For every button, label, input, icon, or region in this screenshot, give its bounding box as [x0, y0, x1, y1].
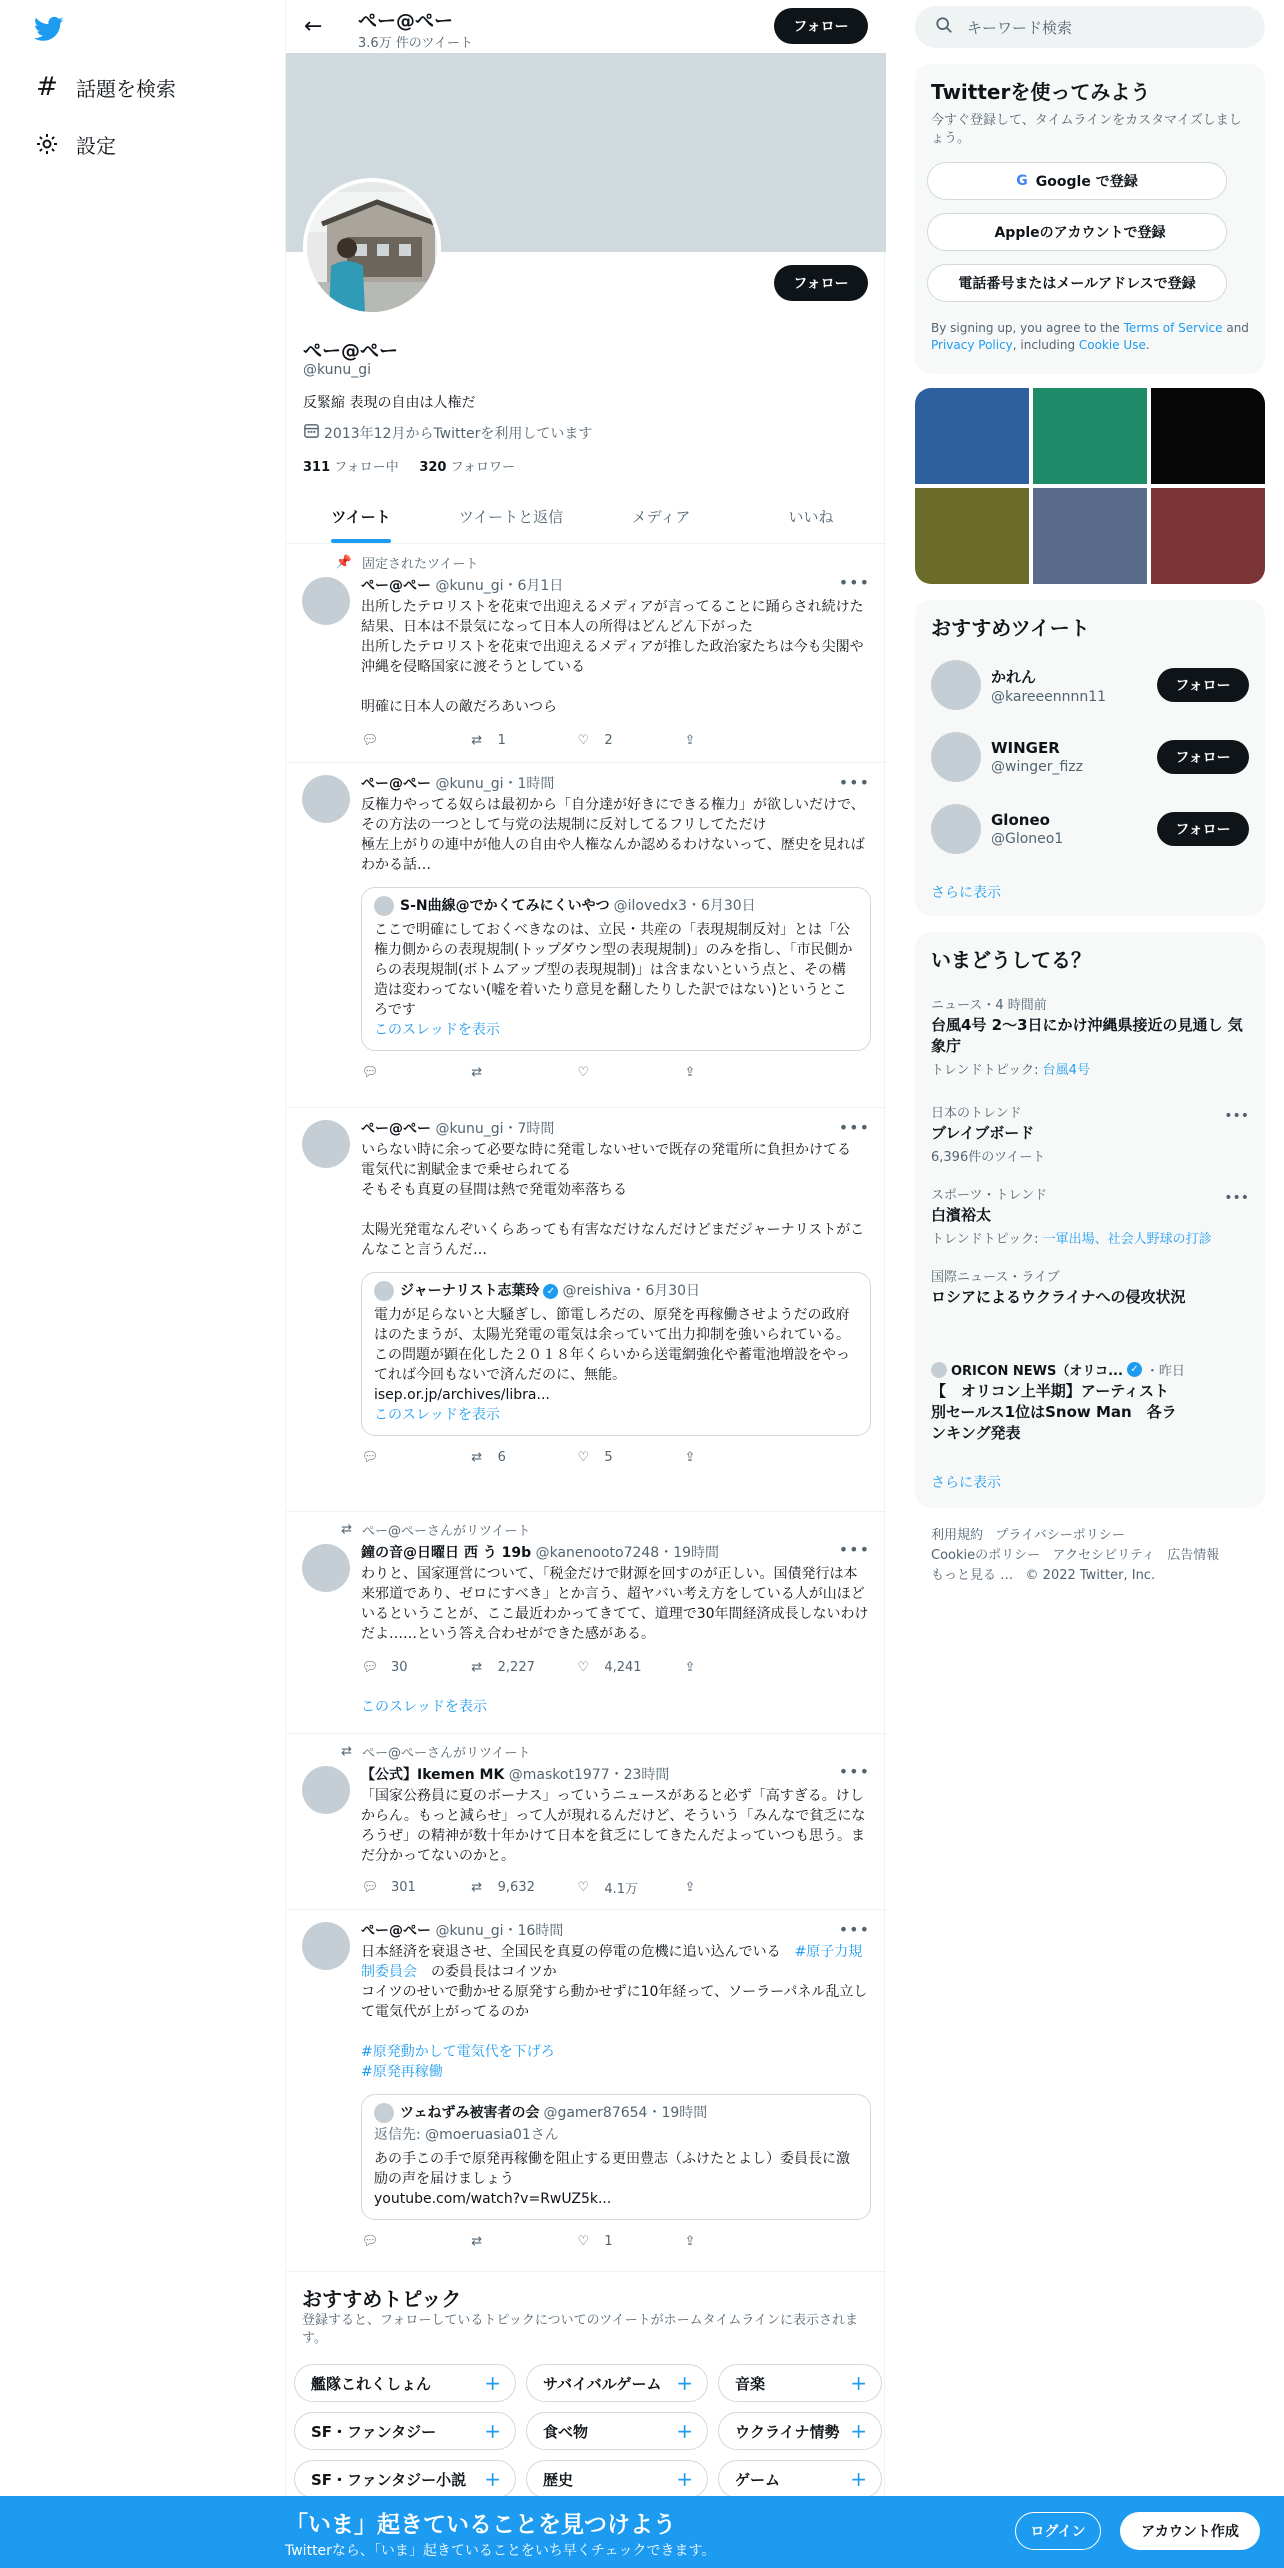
left-nav: [0, 0, 285, 2568]
like-count: 2: [604, 732, 613, 748]
tweet-author-name[interactable]: 鐘の音@日曜日 西 う 19b: [361, 1545, 532, 1561]
trend-sub: [931, 1228, 1251, 1247]
twitter-logo-icon[interactable]: [34, 14, 64, 44]
like-count: 1: [604, 2233, 613, 2249]
quote-meta: @gamer87654・19時間: [543, 2105, 708, 2121]
trend-sub: [931, 1059, 1251, 1078]
tab-tweets[interactable]: ツイート: [286, 490, 436, 543]
search-placeholder: キーワード検索: [967, 18, 1073, 37]
retweet-context: [334, 1520, 530, 1539]
like-button[interactable]: [574, 2232, 674, 2250]
tweet-item[interactable]: [286, 545, 886, 763]
profile-avatar[interactable]: [303, 178, 441, 316]
recommended-user[interactable]: [931, 804, 1063, 854]
reply-button[interactable]: [361, 1063, 461, 1081]
profile-follow-stats: [303, 456, 515, 475]
heart-icon: ♡: [577, 2233, 590, 2249]
trends-show-more-link[interactable]: さらに表示: [931, 1475, 1001, 1491]
retweet-count: 6: [497, 1449, 506, 1465]
apple-signup-button[interactable]: [927, 213, 1227, 251]
plus-icon: +: [484, 2419, 501, 2443]
tab-likes[interactable]: いいね: [788, 508, 834, 526]
share-icon: ⇪: [684, 1449, 696, 1465]
reply-icon: 💬︎: [361, 2233, 379, 2249]
plus-icon: +: [676, 2467, 693, 2491]
reply-icon: 💬︎: [361, 732, 379, 748]
tweet-item[interactable]: [286, 1512, 886, 1734]
reply-button[interactable]: [361, 2232, 461, 2250]
quote-avatar: [374, 896, 394, 916]
quote-text: 電力が足らないと大騒ぎし、節電しろだの、原発を再稼働させようだの政府はのたまうが、太陽光発電の電気は余っていて出力抑制を強いられている。この問題が顕在化した２０１８年くらいから送電網強化や蓄電池増設をやってれば今回もないで済んだのに、無能。 isep.or.jp/archives/libra...: [374, 1307, 850, 1403]
topic-chip[interactable]: [718, 2364, 882, 2402]
retweet-icon: ⇄: [341, 1522, 352, 1537]
topic-chip[interactable]: [294, 2460, 516, 2498]
reply-button[interactable]: [361, 1878, 461, 1897]
header-follow-button[interactable]: フォロー: [774, 8, 868, 44]
phone-signup-button[interactable]: [927, 264, 1227, 302]
apple-signup-label: Appleのアカウントで登録: [994, 225, 1166, 241]
tab-tweets-and-replies[interactable]: ツイートと返信: [458, 508, 564, 526]
more-icon[interactable]: •••: [838, 573, 870, 592]
heart-icon: ♡: [577, 1064, 590, 1080]
quote-meta: @ilovedx3・6月30日: [613, 898, 756, 914]
search-icon: [935, 16, 953, 38]
bottom-bar-title: 「いま」起きていることを見つけよう: [285, 2512, 676, 2538]
copyright: © 2022 Twitter, Inc.: [1025, 1568, 1156, 1583]
phone-signup-label: 電話番号またはメールアドレスで登録: [958, 276, 1196, 292]
tweet-author-name[interactable]: 【公式】Ikemen MK: [361, 1767, 505, 1783]
signup-title: Twitterを使ってみよう: [931, 80, 1151, 104]
retweet-icon: ⇄: [471, 2233, 483, 2249]
privacy-link[interactable]: Privacy Policy: [931, 338, 1013, 352]
reply-count: 30: [391, 1659, 408, 1675]
signup-card: [915, 64, 1265, 374]
rec-follow-button[interactable]: フォロー: [1157, 668, 1249, 702]
share-button[interactable]: [681, 1063, 781, 1081]
tweet-text-a: 日本経済を衰退させ、全国民を真夏の停電の危機に追い込んでいる: [361, 1944, 795, 1960]
media-thumb[interactable]: [915, 388, 1029, 484]
profile-joined: [303, 422, 592, 443]
tweet-actions: [361, 1878, 781, 1897]
footer-link[interactable]: Cookieのポリシー: [931, 1548, 1041, 1563]
tweet-author-name[interactable]: ぺー@ぺー: [361, 578, 431, 594]
nav-explore-label: 話題を検索: [76, 76, 176, 101]
reply-icon: 💬︎: [361, 1880, 379, 1895]
trend-item[interactable]: [931, 1184, 1251, 1247]
trend-label: 国際ニュース・ライブ: [931, 1270, 1060, 1285]
tweet-meta: @maskot1977・23時間: [508, 1767, 670, 1783]
more-icon[interactable]: •••: [838, 1920, 870, 1939]
rec-name: Gloneo: [991, 811, 1050, 829]
context-text: 固定されたツイート: [362, 557, 479, 572]
rec-follow-button[interactable]: フォロー: [1157, 812, 1249, 846]
reply-icon: 💬︎: [361, 1064, 379, 1080]
retweet-icon: ⇄: [471, 1880, 483, 1895]
reply-icon: 💬︎: [361, 1449, 379, 1465]
trend-topic-link[interactable]: 台風4号: [1042, 1063, 1090, 1078]
topic-chip[interactable]: [526, 2460, 708, 2498]
share-button[interactable]: [681, 731, 781, 749]
terms-text: , including: [1012, 338, 1079, 352]
quote-text: ここで明確にしておくべきなのは、立民・共産の「表現規制反対」とは「公権力側からの表現規制(トップダウン型の表現規制)」のみを指し、「市民側からの表現規制(ボトムアップ型の表現規制)」は含まないという点と、その構造は変わってない(嘘を着いたり意見を翻したりした訳ではない)というところです: [374, 922, 853, 1018]
nav-explore[interactable]: [34, 67, 176, 107]
trend-source: ORICON NEWS（オリコ...: [951, 1364, 1123, 1379]
tweet-meta: @kunu_gi・16時間: [435, 1923, 564, 1939]
topic-label: サバイバルゲーム: [543, 2374, 662, 2393]
pin-icon: 📌: [335, 555, 352, 570]
like-button[interactable]: [574, 1063, 674, 1081]
tweet-meta: @kanenooto7248・19時間: [535, 1545, 720, 1561]
topics-title: おすすめトピック: [302, 2287, 462, 2311]
quote-author: ツェねずみ被害者の会: [400, 2105, 540, 2121]
heart-icon: ♡: [577, 1659, 590, 1675]
topic-label: ゲーム: [735, 2470, 781, 2489]
sidebar-footer: [931, 1526, 1251, 1586]
nav-settings[interactable]: [34, 124, 116, 164]
share-button[interactable]: [681, 2232, 781, 2250]
tweet-actions: [361, 2232, 781, 2250]
trend-label: [931, 1360, 1251, 1379]
google-signup-button[interactable]: [927, 162, 1227, 200]
tweet-item[interactable]: [286, 1108, 886, 1512]
tweet-actions: [361, 1063, 781, 1081]
topic-chip[interactable]: [526, 2364, 708, 2402]
topic-label: SF・ファンタジー: [311, 2422, 437, 2441]
retweet-icon: ⇄: [471, 732, 483, 748]
retweet-button[interactable]: [468, 2232, 568, 2250]
retweet-button[interactable]: [468, 1658, 568, 1676]
topic-chip[interactable]: [526, 2412, 708, 2450]
calendar-icon: [303, 422, 320, 443]
tweet-avatar[interactable]: [302, 1120, 350, 1168]
topic-label: 食べ物: [543, 2422, 589, 2441]
quoted-tweet[interactable]: [361, 1272, 871, 1436]
tweet-text-b: の委員長はコイツか コイツのせいで動かせる原発すら動かせずに10年経って、ソーラーパネル乱立して電気代が上がってるのか: [361, 1964, 868, 2020]
tweet-item[interactable]: [286, 1734, 886, 1910]
tweet-actions: [361, 1658, 781, 1676]
tweet-avatar[interactable]: [302, 1766, 350, 1814]
quote-text: あの手この手で原発再稼働を阻止する更田豊志（ふけたとよし）委員長に激励の声を届けましょう youtube.com/watch?v=RwUZ5k...: [374, 2151, 850, 2207]
trend-label: 日本のトレンド: [931, 1106, 1022, 1121]
following-count: 311: [303, 460, 331, 475]
main-column: [285, 0, 885, 2568]
pinned-context: [334, 553, 478, 572]
tweet-author-name[interactable]: ぺー@ぺー: [361, 776, 431, 792]
media-thumb[interactable]: [1033, 488, 1147, 584]
retweet-count: 9,632: [497, 1880, 535, 1895]
tweet-item[interactable]: [286, 763, 886, 1108]
like-button[interactable]: [574, 1658, 674, 1676]
trend-item[interactable]: [931, 1266, 1251, 1308]
footer-link[interactable]: もっと見る …: [931, 1568, 1014, 1583]
trend-title: 台風4号 2〜3日にかけ沖縄県接近の見通し 気象庁: [931, 1016, 1243, 1055]
rec-name: かれん: [991, 667, 1037, 686]
media-thumb[interactable]: [915, 488, 1029, 584]
back-arrow-icon[interactable]: ←: [304, 14, 323, 39]
media-thumb[interactable]: [1151, 388, 1265, 484]
trend-title: ブレイブボード: [931, 1124, 1035, 1142]
profile-name: ぺー@ぺー: [303, 340, 399, 362]
trend-sub-prefix: トレンドトピック:: [931, 1232, 1043, 1247]
quoted-tweet[interactable]: [361, 887, 871, 1051]
media-grid: [915, 388, 1265, 584]
reply-button[interactable]: [361, 1658, 461, 1676]
avatar: [931, 804, 981, 854]
retweet-count: 2,227: [497, 1659, 535, 1675]
terms-text: .: [1145, 338, 1150, 352]
show-thread-link[interactable]: このスレッドを表示: [361, 1699, 487, 1715]
hashtag-link[interactable]: #原子力規制委員会: [361, 1944, 863, 1980]
rec-handle: @winger_fizz: [991, 759, 1083, 775]
tweet-avatar[interactable]: [302, 1922, 350, 1970]
verified-badge-icon: ✓: [1127, 1362, 1142, 1377]
trend-item[interactable]: [931, 994, 1251, 1078]
share-icon: ⇪: [684, 732, 696, 748]
tweet-text: 反権力やってる奴らは最初から「自分達が好きにできる権力」が欲しいだけで、その方法の一つとして与党の法規制に反対してるフリしてただけ 極左上がりの連中が他人の自由や人権なんか認めるわけないって、歴史を見ればわかる話…: [361, 797, 865, 873]
header-tweet-count: 3.6万 件のツイート: [358, 36, 473, 51]
heart-icon: ♡: [577, 732, 590, 748]
heart-icon: ♡: [577, 1449, 590, 1465]
footer-link[interactable]: 利用規約: [931, 1528, 984, 1543]
retweet-button[interactable]: [468, 1448, 568, 1466]
following-label: フォロー中: [334, 460, 399, 475]
tweet-meta: @kunu_gi・6月1日: [435, 578, 564, 594]
trend-time: ・昨日: [1145, 1364, 1185, 1379]
avatar: [931, 660, 981, 710]
plus-icon: +: [676, 2419, 693, 2443]
google-icon: G: [1016, 173, 1028, 189]
trend-topic-link[interactable]: 一軍出場、社会人野球の打診: [1042, 1232, 1212, 1247]
verified-badge-icon: ✓: [543, 1284, 558, 1299]
terms-link[interactable]: Terms of Service: [1123, 321, 1223, 335]
heart-icon: ♡: [577, 1880, 590, 1895]
login-button[interactable]: ログイン: [1015, 2512, 1101, 2550]
tweet-text: [361, 1942, 871, 2022]
plus-icon: +: [676, 2371, 693, 2395]
profile-header-bar: [286, 0, 886, 53]
context-text: ぺー@ぺーさんがリツイート: [362, 1746, 531, 1761]
quoted-tweet[interactable]: [361, 2094, 871, 2220]
tweet-actions: [361, 731, 781, 749]
avatar: [931, 1362, 947, 1378]
trend-item[interactable]: [931, 1102, 1251, 1165]
media-thumb[interactable]: [1151, 488, 1265, 584]
terms-text: By signing up, you agree to the: [931, 321, 1124, 335]
google-signup-label: Google で登録: [1035, 174, 1138, 190]
like-button[interactable]: [574, 1878, 674, 1897]
quote-reply-to: 返信先: @moeruasia01さん: [374, 2127, 559, 2143]
trend-title: ロシアによるウクライナへの侵攻状況: [931, 1288, 1186, 1306]
hashtag-link[interactable]: #原発動かして電気代を下げろ: [361, 2044, 555, 2060]
hashtag-icon: #: [36, 72, 58, 102]
retweet-context: [334, 1742, 530, 1761]
trend-label: スポーツ・トレンド: [931, 1188, 1048, 1203]
trend-title: 白濱裕太: [931, 1206, 992, 1224]
rec-handle: @kareeennnn11: [991, 688, 1107, 705]
trend-label: ニュース・4 時間前: [931, 998, 1047, 1013]
signup-terms: [931, 320, 1251, 354]
tweet-avatar[interactable]: [302, 775, 350, 823]
plus-icon: +: [484, 2467, 501, 2491]
share-icon: ⇪: [684, 1880, 696, 1895]
trend-sub-prefix: トレンドトピック:: [931, 1063, 1043, 1078]
rec-handle: @Gloneo1: [991, 831, 1064, 847]
share-button[interactable]: [681, 1658, 781, 1676]
joined-text: 2013年12月からTwitterを利用しています: [324, 425, 593, 442]
plus-icon: +: [850, 2467, 867, 2491]
tweet-text: 出所したテロリストを花束で出迎えるメディアが言ってることに踊らされ続けた結果、日本は不景気になって日本人の所得はどんどん下がった 出所したテロリストを花束で出迎えるメディアが推した政治家たちは今も尖閣や沖縄を侵略国家に渡そうとしている 明確に日本人の敵だろあいつら: [361, 599, 864, 715]
recommended-user[interactable]: [931, 732, 1083, 782]
quote-meta: @reishiva・6月30日: [562, 1283, 701, 1299]
topic-label: SF・ファンタジー小説: [311, 2470, 467, 2489]
hashtag-link[interactable]: #原発再稼働: [361, 2064, 443, 2080]
cookie-link[interactable]: Cookie Use: [1078, 338, 1146, 352]
more-icon[interactable]: •••: [1224, 1190, 1249, 1206]
following-link[interactable]: [303, 460, 399, 475]
tweet-meta: @kunu_gi・7時間: [435, 1121, 555, 1137]
bottom-bar-subtitle: Twitterなら、「いま」起きていることをいち早くチェックできます。: [285, 2543, 716, 2559]
share-button[interactable]: [681, 1878, 781, 1897]
share-icon: ⇪: [684, 1064, 696, 1080]
gear-icon: [34, 131, 60, 157]
more-icon[interactable]: •••: [838, 1540, 870, 1559]
topic-label: 艦隊これくしょん: [311, 2374, 432, 2393]
rec-name: WINGER: [991, 739, 1060, 757]
signup-button[interactable]: アカウント作成: [1120, 2512, 1260, 2550]
followers-count: 320: [419, 460, 447, 475]
signup-bottom-bar: [0, 2496, 1284, 2568]
rec-follow-button[interactable]: フォロー: [1157, 740, 1249, 774]
share-button[interactable]: [681, 1448, 781, 1466]
tab-media[interactable]: メディア: [631, 508, 691, 526]
quote-avatar: [374, 2103, 394, 2123]
tweet-hashtags: [361, 2042, 871, 2082]
retweet-icon: ⇄: [471, 1064, 483, 1080]
topic-chip[interactable]: [294, 2364, 516, 2402]
topic-chip[interactable]: [294, 2412, 516, 2450]
quote-show-thread-link[interactable]: このスレッドを表示: [374, 1407, 500, 1423]
trend-item[interactable]: [931, 1360, 1251, 1444]
context-text: ぺー@ぺーさんがリツイート: [362, 1524, 531, 1539]
tweet-text: 「国家公務員に夏のボーナス」っていうニュースがあると必ず「高すぎる。けしからん。もっと減らせ」って人が現れるんだけど、そういう「みんなで貧乏になろうぜ」の精神が数十年かけて日本を貧乏にしてきたんだよっていつも思う。まだ分かってないのかと。: [361, 1788, 866, 1864]
topic-chip[interactable]: [718, 2460, 882, 2498]
topics-subtitle: 登録すると、フォローしているトピックについてのツイートがホームタイムラインに表示されます。: [302, 2313, 859, 2346]
avatar: [931, 732, 981, 782]
tweet-author-name[interactable]: ぺー@ぺー: [361, 1121, 431, 1137]
more-icon[interactable]: •••: [838, 1118, 870, 1137]
retweet-icon: ⇄: [471, 1659, 483, 1675]
tweet-avatar[interactable]: [302, 577, 350, 625]
tweet-meta: @kunu_gi・1時間: [435, 776, 555, 792]
followers-label: フォロワー: [450, 460, 515, 475]
quote-show-thread-link[interactable]: このスレッドを表示: [374, 1022, 500, 1038]
topic-chip[interactable]: [718, 2412, 882, 2450]
terms-text: and: [1222, 321, 1249, 335]
retweet-icon: ⇄: [341, 1744, 352, 1759]
topic-label: ウクライナ情勢: [735, 2422, 840, 2441]
tweet-author-name[interactable]: ぺー@ぺー: [361, 1923, 431, 1939]
nav-settings-label: 設定: [76, 133, 116, 158]
share-icon: ⇪: [684, 1659, 696, 1675]
plus-icon: +: [850, 2419, 867, 2443]
reply-button[interactable]: [361, 731, 461, 749]
like-count: 4.1万: [604, 1882, 638, 1897]
followers-link[interactable]: [419, 460, 515, 475]
tweet-text: いらない時に余って必要な時に発電しないせいで既存の発電所に負担かけてる 電気代に割賦金まで乗せられてる そもそも真夏の昼間は熱で発電効率落ちる 太陽光発電なんぞいくらあっても有害なだけなんだけどまだジャーナリストがこんなこと言うんだ…: [361, 1142, 865, 1258]
quote-avatar: [374, 1281, 394, 1301]
like-button[interactable]: [574, 1448, 674, 1466]
more-icon[interactable]: •••: [838, 1762, 870, 1781]
share-icon: ⇪: [684, 2233, 696, 2249]
retweet-button[interactable]: [468, 731, 568, 749]
quote-author: S-N曲線@でかくてみにくいやつ: [400, 898, 610, 914]
signup-subtitle: 今すぐ登録して、タイムラインをカスタマイズしましょう。: [931, 113, 1242, 146]
plus-icon: +: [850, 2371, 867, 2395]
more-icon[interactable]: •••: [838, 773, 870, 792]
trends-card: [915, 932, 1265, 1508]
tweet-item[interactable]: [286, 1910, 886, 2272]
topic-label: 音楽: [735, 2374, 766, 2393]
reply-button[interactable]: [361, 1448, 461, 1466]
trends-title: いまどうしてる？: [931, 948, 1091, 972]
retweet-count: 1: [497, 732, 506, 748]
tweet-avatar[interactable]: [302, 1544, 350, 1592]
plus-icon: +: [484, 2371, 501, 2395]
like-count: 4,241: [604, 1659, 642, 1675]
tweet-text: わりと、国家運営について、「税金だけで財源を回すのが正しい。国債発行は本来邪道であり、ゼロにすべき」とか言う、超ヤバい考え方をしている人が山ほどいるということが、ここ最近わかってきてて、道理で30年間経済成長しないわけだよ……という答え合わせができた感がある。: [361, 1566, 869, 1642]
profile-handle: @kunu_gi: [303, 362, 372, 378]
retweet-icon: ⇄: [471, 1449, 483, 1465]
trend-sub: 6,396件のツイート: [931, 1150, 1046, 1165]
recommended-user[interactable]: [931, 660, 1106, 710]
more-icon[interactable]: •••: [1224, 1108, 1249, 1124]
recommended-title: おすすめツイート: [931, 616, 1090, 640]
header-name: ぺー@ぺー: [358, 10, 454, 32]
search-input[interactable]: [915, 6, 1265, 48]
reply-icon: 💬︎: [361, 1659, 379, 1675]
profile-follow-button[interactable]: フォロー: [774, 265, 868, 301]
topic-label: 歴史: [543, 2470, 574, 2489]
footer-link[interactable]: プライバシーポリシー: [995, 1528, 1125, 1543]
show-more-link[interactable]: さらに表示: [931, 885, 1001, 901]
like-button[interactable]: [574, 731, 674, 749]
media-thumb[interactable]: [1033, 388, 1147, 484]
tweet-actions: [361, 1448, 781, 1466]
retweet-button[interactable]: [468, 1878, 568, 1897]
retweet-button[interactable]: [468, 1063, 568, 1081]
trend-title: 【 オリコン上半期】アーティスト別セールス1位はSnow Man 各ランキング発表: [931, 1382, 1177, 1442]
footer-link[interactable]: 広告情報: [1167, 1548, 1220, 1563]
profile-bio: 反緊縮 表現の自由は人権だ: [303, 395, 476, 411]
footer-link[interactable]: アクセシビリティ: [1052, 1548, 1155, 1563]
recommended-card: [915, 600, 1265, 916]
profile-tabs: [286, 490, 886, 544]
quote-author: ジャーナリスト志葉玲: [400, 1283, 540, 1299]
reply-count: 301: [391, 1880, 416, 1895]
like-count: 5: [604, 1449, 613, 1465]
